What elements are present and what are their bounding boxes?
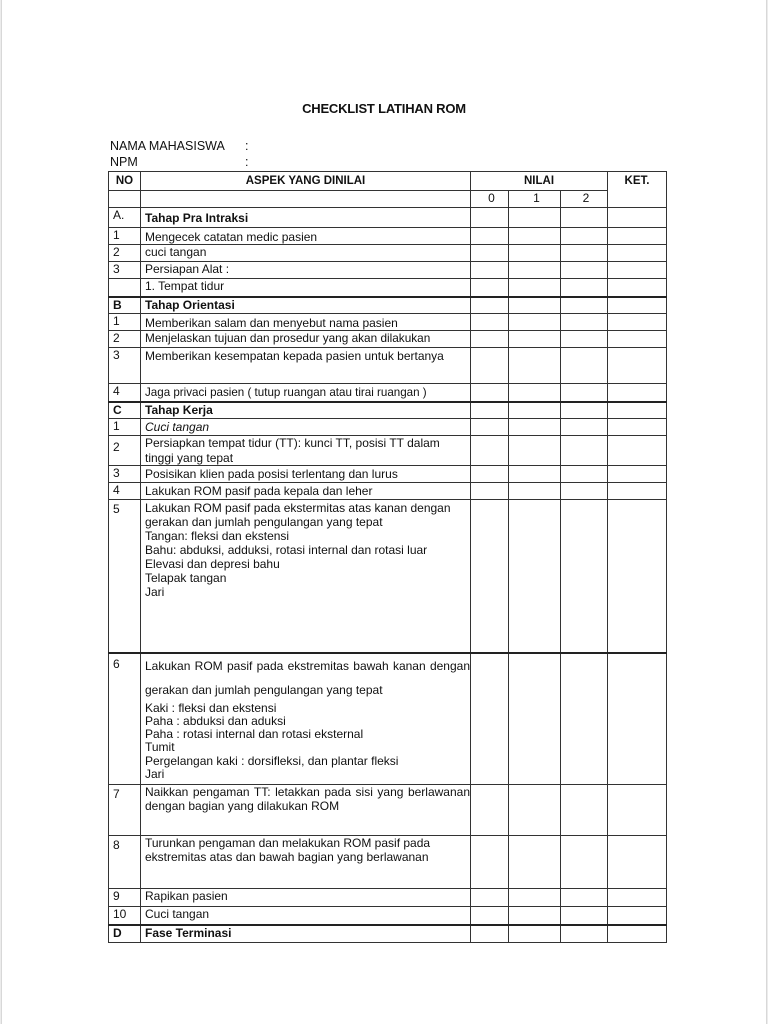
score-0-cell[interactable] [471, 245, 509, 262]
row-number: D [109, 925, 141, 943]
table-row [109, 925, 667, 943]
aspect-text: cuci tangan [141, 245, 471, 262]
header-no: NO [109, 172, 141, 191]
row-number: 8 [109, 836, 141, 889]
score-2-cell[interactable] [561, 245, 608, 262]
aspect-text: Rapikan pasien [141, 889, 471, 907]
row-number: 1 [109, 228, 141, 245]
field-label: NAMA MAHASISWA [110, 139, 225, 153]
aspect-text: 1. Tempat tidur [141, 279, 471, 297]
score-2-cell[interactable] [561, 331, 608, 348]
score-1-cell[interactable] [509, 245, 561, 262]
table-row [109, 297, 667, 314]
score-0-cell[interactable] [471, 348, 509, 384]
score-1-cell[interactable] [509, 348, 561, 384]
row-number [109, 279, 141, 297]
table-row [109, 466, 667, 483]
score-0-cell[interactable] [471, 331, 509, 348]
row-number: 2 [109, 245, 141, 262]
table-row [109, 208, 667, 228]
score-1-cell[interactable] [509, 419, 561, 436]
ket-cell[interactable] [608, 208, 667, 228]
row-number: B [109, 297, 141, 314]
aspect-line: Kaki : fleksi dan ekstensi [145, 700, 277, 715]
aspect-line: Bahu: abduksi, adduksi, rotasi internal dan rotasi luar [145, 543, 428, 557]
score-1-cell[interactable] [509, 925, 561, 943]
table-row [109, 483, 667, 500]
aspect-text-block [141, 500, 471, 653]
row-number: 3 [109, 348, 141, 384]
score-0-cell[interactable] [471, 279, 509, 297]
row-number: 7 [109, 785, 141, 836]
score-0-header: 0 [471, 191, 509, 208]
score-0-cell[interactable] [471, 836, 509, 889]
aspect-line: Jari [145, 585, 165, 599]
ket-cell[interactable] [608, 483, 667, 500]
document-title: CHECKLIST LATIHAN ROM [302, 101, 466, 116]
score-1-cell[interactable] [509, 331, 561, 348]
score-2-cell[interactable] [561, 228, 608, 245]
score-0-cell[interactable] [471, 653, 509, 785]
checklist-table [108, 171, 667, 943]
aspect-line: Paha : rotasi internal dan rotasi eksternal [145, 727, 364, 742]
score-2-cell[interactable] [561, 314, 608, 331]
field-colon: : [245, 139, 249, 153]
table-row [109, 889, 667, 907]
score-0-cell[interactable] [471, 925, 509, 943]
score-0-cell[interactable] [471, 500, 509, 653]
ket-cell[interactable] [608, 228, 667, 245]
score-1-cell[interactable] [509, 889, 561, 907]
ket-cell[interactable] [608, 925, 667, 943]
score-0-cell[interactable] [471, 262, 509, 279]
ket-cell[interactable] [608, 785, 667, 836]
field-label: NPM [110, 155, 138, 169]
aspect-text: Naikkan pengaman TT: letakkan pada sisi yang berlawanan dengan bagian yang dilakukan ROM [141, 785, 471, 836]
score-2-cell[interactable] [561, 907, 608, 925]
row-number: 10 [109, 907, 141, 925]
table-subheader-row [109, 191, 667, 208]
ket-cell[interactable] [608, 466, 667, 483]
aspect-text: Jaga privaci pasien ( tutup ruangan atau tirai ruangan ) [141, 384, 471, 402]
score-0-cell[interactable] [471, 483, 509, 500]
aspect-line: Lakukan ROM pasif pada ekstremitas bawah kanan dengan gerakan dan jumlah pengulangan yang tepat [145, 658, 470, 697]
table-row [109, 436, 667, 466]
section-title: Fase Terminasi [141, 925, 471, 943]
score-2-cell[interactable] [561, 419, 608, 436]
score-0-cell[interactable] [471, 419, 509, 436]
aspect-line: Elevasi dan depresi bahu [145, 557, 280, 571]
ket-cell[interactable] [608, 653, 667, 785]
table-row [109, 314, 667, 331]
aspect-text: Persiapkan tempat tidur (TT): kunci TT, posisi TT dalam tinggi yang tepat [141, 436, 471, 466]
ket-cell[interactable] [608, 436, 667, 466]
header-nilai: NILAI [471, 172, 608, 191]
score-0-cell[interactable] [471, 436, 509, 466]
ket-cell[interactable] [608, 279, 667, 297]
cell-empty [109, 191, 141, 208]
score-1-cell[interactable] [509, 384, 561, 402]
ket-cell[interactable] [608, 419, 667, 436]
score-1-cell[interactable] [509, 314, 561, 331]
table-row [109, 279, 667, 297]
score-2-cell[interactable] [561, 466, 608, 483]
field-colon: : [245, 155, 249, 169]
ket-cell[interactable] [608, 348, 667, 384]
score-2-cell[interactable] [561, 262, 608, 279]
score-2-cell[interactable] [561, 348, 608, 384]
score-0-cell[interactable] [471, 314, 509, 331]
ket-cell[interactable] [608, 907, 667, 925]
score-1-cell[interactable] [509, 653, 561, 785]
section-title: Tahap Orientasi [141, 297, 471, 314]
score-2-cell[interactable] [561, 836, 608, 889]
ket-cell[interactable] [608, 245, 667, 262]
score-2-cell[interactable] [561, 384, 608, 402]
header-ket: KET. [608, 172, 667, 208]
ket-cell[interactable] [608, 331, 667, 348]
score-1-header: 1 [509, 191, 561, 208]
row-number: 3 [109, 262, 141, 279]
score-2-cell[interactable] [561, 297, 608, 314]
score-0-cell[interactable] [471, 228, 509, 245]
aspect-line: Lakukan ROM pasif pada ekstermitas atas kanan dengan gerakan dan jumlah pengulangan yang tepat [145, 501, 451, 529]
ket-cell[interactable] [608, 500, 667, 653]
row-number: C [109, 402, 141, 419]
score-1-cell[interactable] [509, 262, 561, 279]
score-1-cell[interactable] [509, 836, 561, 889]
ket-cell[interactable] [608, 262, 667, 279]
aspect-line: Tangan: fleksi dan ekstensi [145, 529, 290, 543]
table-row [109, 262, 667, 279]
score-2-cell[interactable] [561, 925, 608, 943]
table-row [109, 228, 667, 245]
aspect-text: Memberikan kesempatan kepada pasien untuk bertanya [141, 348, 471, 384]
field-nama-mahasiswa [110, 139, 249, 153]
aspect-line: Jari [145, 766, 165, 781]
score-0-cell[interactable] [471, 297, 509, 314]
table-row [109, 500, 667, 653]
ket-cell[interactable] [608, 402, 667, 419]
field-npm [110, 155, 249, 169]
table-header-row [109, 172, 667, 191]
aspect-text: Mengecek catatan medic pasien [141, 228, 471, 245]
section-title: Tahap Kerja [141, 402, 471, 419]
aspect-text: Posisikan klien pada posisi terlentang dan lurus [141, 466, 471, 483]
row-number: 6 [109, 653, 141, 785]
row-number: 3 [109, 466, 141, 483]
aspect-text: Cuci tangan [141, 419, 471, 436]
score-0-cell[interactable] [471, 466, 509, 483]
score-1-cell[interactable] [509, 402, 561, 419]
score-2-header: 2 [561, 191, 608, 208]
table-row [109, 402, 667, 419]
row-number: 1 [109, 314, 141, 331]
row-number: 5 [109, 500, 141, 653]
score-1-cell[interactable] [509, 297, 561, 314]
table-row [109, 348, 667, 384]
cell-empty [141, 191, 471, 208]
aspect-text: Cuci tangan [141, 907, 471, 925]
score-2-cell[interactable] [561, 785, 608, 836]
score-2-cell[interactable] [561, 653, 608, 785]
row-number: 4 [109, 483, 141, 500]
ket-cell[interactable] [608, 889, 667, 907]
score-2-cell[interactable] [561, 483, 608, 500]
score-1-cell[interactable] [509, 466, 561, 483]
score-0-cell[interactable] [471, 208, 509, 228]
aspect-text: Turunkan pengaman dan melakukan ROM pasif pada ekstremitas atas dan bawah bagian yang berlawanan [141, 836, 471, 889]
score-0-cell[interactable] [471, 889, 509, 907]
score-0-cell[interactable] [471, 907, 509, 925]
header-aspek: ASPEK YANG DINILAI [141, 172, 471, 191]
row-number: A. [109, 208, 141, 228]
aspect-text: Memberikan salam dan menyebut nama pasien [141, 314, 471, 331]
score-2-cell[interactable] [561, 279, 608, 297]
row-number: 2 [109, 436, 141, 466]
ket-cell[interactable] [608, 384, 667, 402]
aspect-text-block [141, 653, 471, 785]
aspect-text: Persiapan Alat : [141, 262, 471, 279]
score-1-cell[interactable] [509, 500, 561, 653]
ket-cell[interactable] [608, 297, 667, 314]
score-2-cell[interactable] [561, 500, 608, 653]
score-0-cell[interactable] [471, 384, 509, 402]
document-page [1, 0, 767, 1024]
row-number: 4 [109, 384, 141, 402]
section-title: Tahap Pra Intraksi [141, 208, 471, 228]
score-2-cell[interactable] [561, 402, 608, 419]
aspect-text: Lakukan ROM pasif pada kepala dan leher [141, 483, 471, 500]
table-row [109, 653, 667, 785]
table-row [109, 419, 667, 436]
score-2-cell[interactable] [561, 436, 608, 466]
score-1-cell[interactable] [509, 228, 561, 245]
score-1-cell[interactable] [509, 208, 561, 228]
score-1-cell[interactable] [509, 785, 561, 836]
table-row [109, 384, 667, 402]
ket-cell[interactable] [608, 314, 667, 331]
table-row [109, 331, 667, 348]
score-0-cell[interactable] [471, 785, 509, 836]
table-row [109, 836, 667, 889]
score-1-cell[interactable] [509, 907, 561, 925]
aspect-text: Menjelaskan tujuan dan prosedur yang akan dilakukan [141, 331, 471, 348]
score-2-cell[interactable] [561, 889, 608, 907]
aspect-line: Paha : abduksi dan aduksi [145, 713, 286, 728]
table-row [109, 785, 667, 836]
ket-cell[interactable] [608, 836, 667, 889]
score-1-cell[interactable] [509, 279, 561, 297]
score-1-cell[interactable] [509, 483, 561, 500]
table-row [109, 907, 667, 925]
row-number: 1 [109, 419, 141, 436]
aspect-line: Telapak tangan [145, 571, 227, 585]
aspect-line: Pergelangan kaki : dorsifleksi, dan plantar fleksi [145, 753, 399, 768]
score-1-cell[interactable] [509, 436, 561, 466]
score-0-cell[interactable] [471, 402, 509, 419]
row-number: 2 [109, 331, 141, 348]
table-row [109, 245, 667, 262]
score-2-cell[interactable] [561, 208, 608, 228]
aspect-line: Tumit [145, 740, 175, 755]
row-number: 9 [109, 889, 141, 907]
